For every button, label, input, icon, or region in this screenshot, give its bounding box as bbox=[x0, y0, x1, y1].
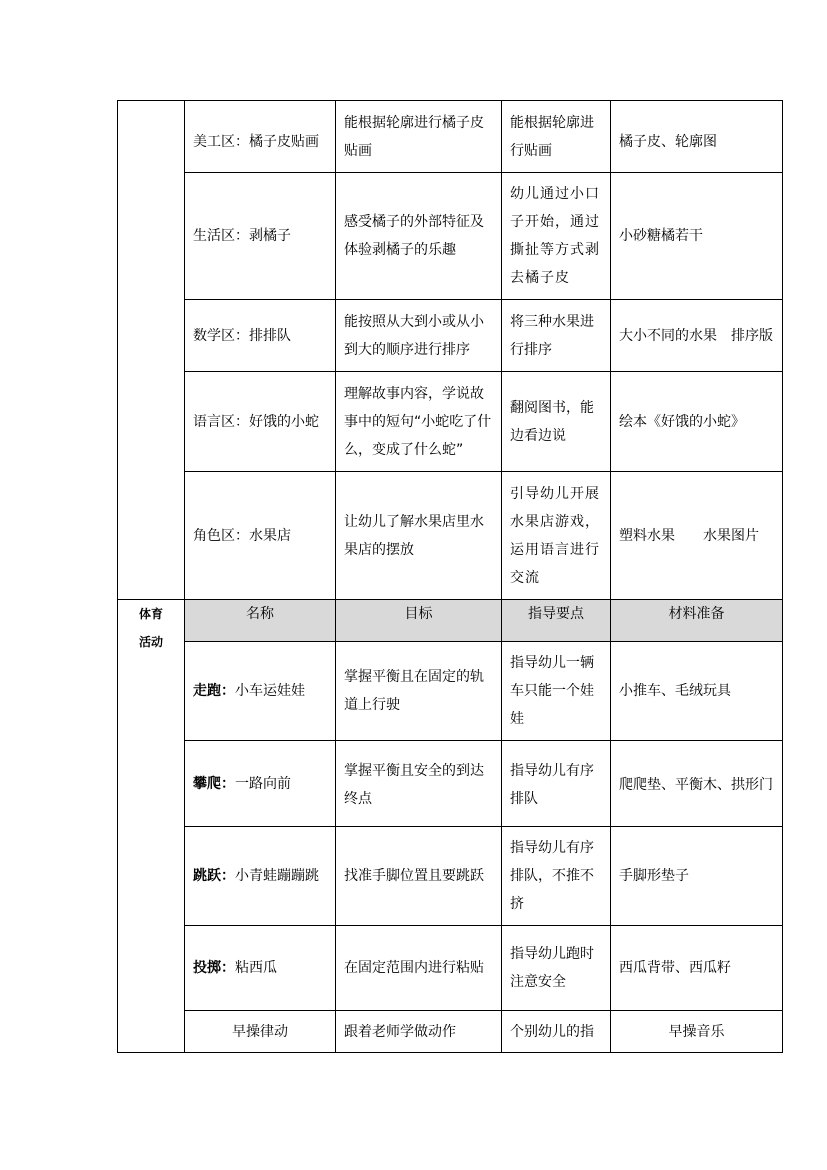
area-goal-cell: 能根据轮廓进行橘子皮贴画 bbox=[336, 101, 502, 173]
table-row bbox=[118, 642, 783, 741]
pe-goal-cell: 在固定范围内进行粘贴 bbox=[336, 926, 502, 1011]
pe-name-cell bbox=[185, 642, 336, 741]
pe-materials-cell: 手脚形垫子 bbox=[611, 827, 783, 926]
pe-guidance-cell: 指导幼儿跑时注意安全 bbox=[502, 926, 611, 1011]
area-materials-cell: 大小不同的水果 排序版 bbox=[611, 300, 783, 372]
pe-name-cell bbox=[185, 926, 336, 1011]
pe-materials-cell: 西瓜背带、西瓜籽 bbox=[611, 926, 783, 1011]
table-row bbox=[118, 827, 783, 926]
area-name-cell: 生活区：剥橘子 bbox=[185, 173, 336, 300]
pe-category: 投掷： bbox=[193, 960, 235, 976]
area-guidance-cell: 引导幼儿开展水果店游戏，运用语言进行交流 bbox=[502, 472, 611, 600]
pe-materials-cell: 爬爬垫、平衡木、拱形门 bbox=[611, 741, 783, 827]
area-name-cell: 美工区：橘子皮贴画 bbox=[185, 101, 336, 173]
header-guidance: 指导要点 bbox=[502, 600, 611, 642]
pe-materials-cell: 小推车、毛绒玩具 bbox=[611, 642, 783, 741]
section-label-line: 体育 bbox=[138, 607, 163, 621]
pe-goal-cell: 找准手脚位置且要跳跃 bbox=[336, 827, 502, 926]
pe-category: 走跑： bbox=[193, 683, 235, 699]
pe-activity: 小车运娃娃 bbox=[235, 683, 305, 699]
area-guidance-cell: 翻阅图书，能边看边说 bbox=[502, 372, 611, 472]
area-materials-cell: 小砂糖橘若干 bbox=[611, 173, 783, 300]
area-name-cell: 数学区：排排队 bbox=[185, 300, 336, 372]
area-goal-cell: 能按照从大到小或从小到大的顺序进行排序 bbox=[336, 300, 502, 372]
table-row bbox=[118, 472, 783, 600]
table-row bbox=[118, 372, 783, 472]
section-label-cell bbox=[118, 101, 185, 600]
table-row bbox=[118, 173, 783, 300]
area-goal-cell: 理解故事内容，学说故事中的短句“小蛇吃了什么，变成了什么蛇” bbox=[336, 372, 502, 472]
pe-activity: 粘西瓜 bbox=[235, 960, 277, 976]
area-name-cell: 语言区：好饿的小蛇 bbox=[185, 372, 336, 472]
pe-guidance-cell: 指导幼儿有序排队，不推不挤 bbox=[502, 827, 611, 926]
table-row bbox=[118, 101, 783, 173]
area-guidance-cell: 能根据轮廓进行贴画 bbox=[502, 101, 611, 173]
area-goal-cell: 让幼儿了解水果店里水果店的摆放 bbox=[336, 472, 502, 600]
morning-exercise-guidance: 个别幼儿的指 bbox=[502, 1011, 611, 1053]
area-materials-cell: 绘本《好饿的小蛇》 bbox=[611, 372, 783, 472]
pe-guidance-cell: 指导幼儿有序排队 bbox=[502, 741, 611, 827]
pe-category: 攀爬： bbox=[193, 775, 235, 792]
pe-goal-cell: 掌握平衡且安全的到达终点 bbox=[336, 741, 502, 827]
table-row bbox=[118, 926, 783, 1011]
area-guidance-cell: 将三种水果进行排序 bbox=[502, 300, 611, 372]
morning-exercise-materials: 早操音乐 bbox=[611, 1011, 783, 1053]
table-row bbox=[118, 300, 783, 372]
pe-guidance-cell: 指导幼儿一辆车只能一个娃娃 bbox=[502, 642, 611, 741]
pe-goal-cell: 掌握平衡且在固定的轨道上行驶 bbox=[336, 642, 502, 741]
pe-section-label bbox=[118, 600, 185, 1053]
pe-activity: 一路向前 bbox=[235, 775, 291, 792]
pe-activity: 小青蛙蹦蹦跳 bbox=[235, 868, 319, 884]
header-goal: 目标 bbox=[336, 600, 502, 642]
morning-exercise-name: 早操律动 bbox=[185, 1011, 336, 1053]
pe-category: 跳跃： bbox=[193, 868, 235, 884]
section-label-line: 活动 bbox=[138, 635, 163, 649]
area-materials-cell: 橘子皮、轮廓图 bbox=[611, 101, 783, 173]
pe-name-cell bbox=[185, 827, 336, 926]
area-goal-cell: 感受橘子的外部特征及体验剥橘子的乐趣 bbox=[336, 173, 502, 300]
area-name-cell: 角色区：水果店 bbox=[185, 472, 336, 600]
area-guidance-cell: 幼儿通过小口子开始，通过撕扯等方式剥去橘子皮 bbox=[502, 173, 611, 300]
pe-header-row bbox=[118, 600, 783, 642]
table-row bbox=[118, 1011, 783, 1053]
pe-name-cell bbox=[185, 741, 336, 827]
activity-plan-table bbox=[117, 100, 783, 1053]
table-row bbox=[118, 741, 783, 827]
header-materials: 材料准备 bbox=[611, 600, 783, 642]
area-materials-cell: 塑料水果 水果图片 bbox=[611, 472, 783, 600]
morning-exercise-goal: 跟着老师学做动作 bbox=[336, 1011, 502, 1053]
header-name: 名称 bbox=[185, 600, 336, 642]
